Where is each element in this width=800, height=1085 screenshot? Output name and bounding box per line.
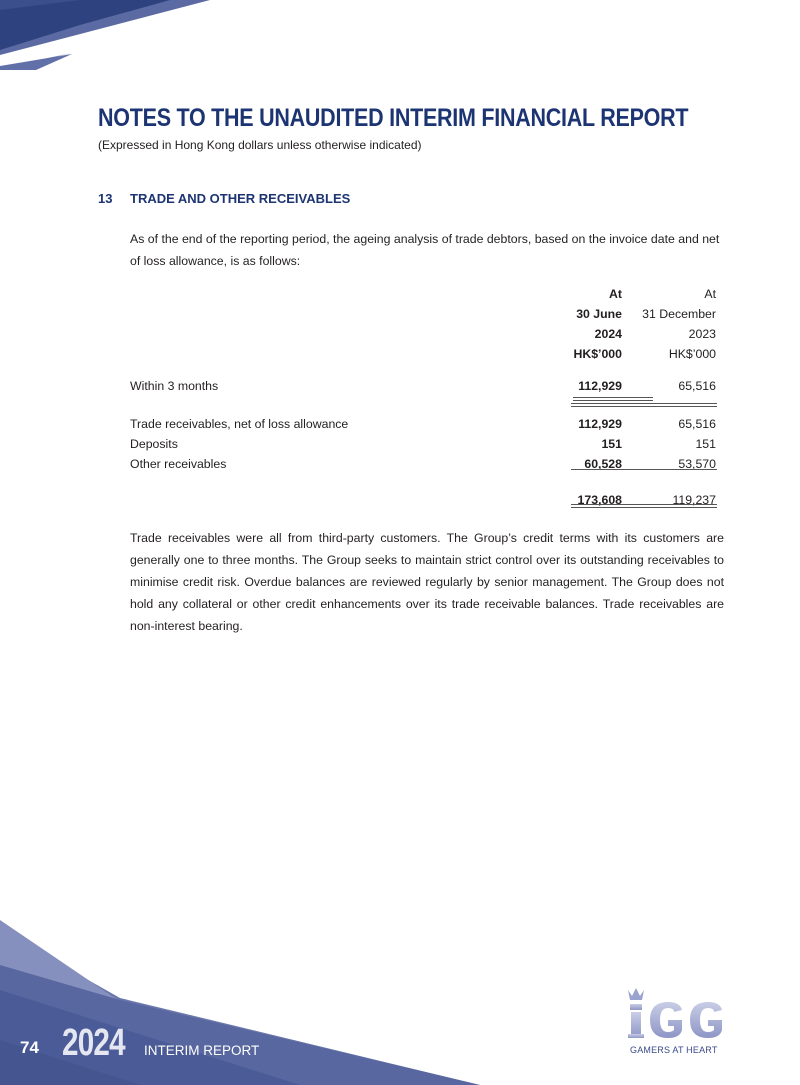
total-value-2023: 119,237 [672,493,716,507]
col2-header-line1: At [704,287,716,301]
double-underline [573,397,653,401]
section-number: 13 [98,191,113,206]
table-header-row [130,284,720,304]
underline-col2-subtotal [636,469,717,470]
total-value-2024: 173,608 [577,493,622,507]
page-number: 74 [20,1038,39,1057]
row-value-2023: 53,570 [678,457,716,471]
table-header-row [130,344,720,364]
report-year: 2024 [62,1022,125,1064]
section-title: TRADE AND OTHER RECEIVABLES [130,191,351,206]
report-label: INTERIM REPORT [144,1043,260,1058]
row-value-2023: 151 [695,437,716,451]
table-header-row [130,304,720,324]
double-underline-col2-total [636,504,717,508]
table-row [130,454,720,474]
table-row [130,434,720,454]
row-label: Within 3 months [130,379,219,393]
row-value-2023: 65,516 [678,379,716,393]
note-paragraph: Trade receivables were all from third-party customers. The Group’s credit terms with its customers are generally one to three months. The Group seeks to maintain strict control over its outstanding receivables to minimise credit risk. Overdue balances are reviewed regularly by senior management. The Group does not hold any collateral or other credit enhancements over its trade receivable balances. Trade receivables are non-interest bearing. [130,531,724,633]
underline-col2-ageing [636,403,717,407]
row-label: Deposits [130,437,178,451]
row-value-2024: 112,929 [578,417,622,431]
col1-header-line2: 30 June [576,307,622,321]
receivables-table [130,284,720,510]
page-title: NOTES TO THE UNAUDITED INTERIM FINANCIAL REPORT [98,104,689,132]
table-row [130,376,720,396]
table-header-row [130,324,720,344]
row-value-2024: 60,528 [584,457,622,471]
row-label: Trade receivables, net of loss allowance [130,417,349,431]
col2-header-line3: 2023 [688,327,716,341]
col1-header-line4: HK$’000 [573,347,622,361]
table-row [130,414,720,434]
page-subtitle: (Expressed in Hong Kong dollars unless otherwise indicated) [98,138,422,152]
row-value-2024: 112,929 [578,379,622,393]
row-value-2023: 65,516 [678,417,716,431]
row-label: Other receivables [130,457,227,471]
row-value-2024: 151 [601,437,622,451]
col1-header-line1: At [609,287,622,301]
col2-header-line4: HK$’000 [668,347,716,361]
logo-tagline: GAMERS AT HEART [630,1045,718,1055]
intro-paragraph: As of the end of the reporting period, the ageing analysis of trade debtors, based on the invoice date and net of loss allowance, is as follows: [130,232,720,268]
section-heading [98,191,350,206]
header-decoration [0,0,260,70]
col1-header-line3: 2024 [594,327,622,341]
col2-header-line2: 31 December [642,307,716,321]
